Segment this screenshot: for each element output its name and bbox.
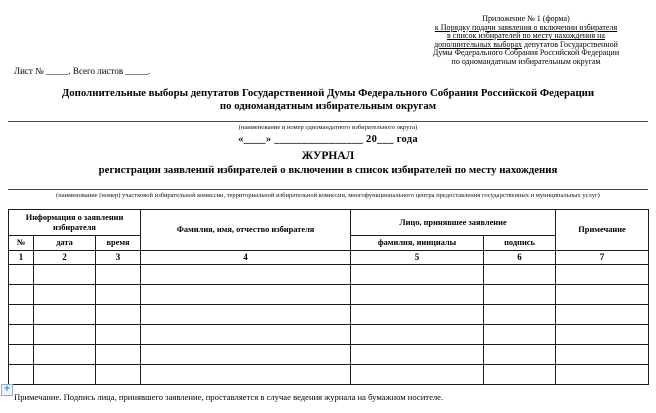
journal-empty-cell[interactable] — [484, 345, 556, 365]
district-name-blank-line[interactable] — [8, 121, 648, 122]
journal-empty-cell[interactable] — [484, 285, 556, 305]
subheader-surname-initials: фамилия, инициалы — [351, 236, 484, 251]
header-voter-full-name: Фамилия, имя, отчество избирателя — [141, 210, 351, 251]
journal-empty-cell[interactable] — [34, 265, 96, 285]
journal-empty-cell[interactable] — [96, 345, 141, 365]
journal-empty-cell[interactable] — [351, 365, 484, 385]
column-number: 1 — [9, 251, 34, 265]
table-group-header-row — [9, 210, 649, 236]
journal-empty-cell[interactable] — [9, 365, 34, 385]
journal-empty-cell[interactable] — [9, 305, 34, 325]
header-application-info: Информация о заявлении избирателя — [9, 210, 141, 236]
journal-empty-cell[interactable] — [556, 345, 649, 365]
appendix-line: Думы Федерального Собрания Российской Федерации — [432, 48, 620, 58]
journal-empty-cell[interactable] — [96, 265, 141, 285]
journal-empty-cell[interactable] — [141, 345, 351, 365]
journal-empty-cell[interactable] — [96, 285, 141, 305]
journal-empty-cell[interactable] — [484, 325, 556, 345]
appendix-line: Приложение № 1 (форма) — [482, 14, 570, 23]
appendix-line: к Порядку подачи заявления о включении избирателя — [434, 22, 618, 32]
journal-empty-cell[interactable] — [34, 305, 96, 325]
subheader-signature: подпись — [484, 236, 556, 251]
journal-empty-row — [9, 325, 649, 345]
journal-empty-cell[interactable] — [556, 265, 649, 285]
journal-empty-cell[interactable] — [141, 265, 351, 285]
journal-subtitle: регистрации заявлений избирателей о включении в список избирателей по месту нахождения — [98, 164, 558, 176]
journal-empty-cell[interactable] — [556, 305, 649, 325]
journal-empty-cell[interactable] — [141, 285, 351, 305]
journal-empty-cell[interactable] — [9, 285, 34, 305]
journal-empty-cell[interactable] — [9, 325, 34, 345]
journal-empty-cell[interactable] — [96, 305, 141, 325]
journal-empty-cell[interactable] — [96, 365, 141, 385]
document-title-line2: по одномандатным избирательным округам — [219, 99, 437, 112]
journal-empty-row — [9, 305, 649, 325]
journal-title: ЖУРНАЛ — [301, 150, 355, 162]
footnote-text: Примечание. Подпись лица, принявшего заявление, проставляется в случае ведения журнала на бумажном носителе. — [14, 392, 444, 402]
subheader-date: дата — [34, 236, 96, 251]
journal-empty-cell[interactable] — [34, 345, 96, 365]
journal-empty-cell[interactable] — [556, 365, 649, 385]
journal-empty-row — [9, 365, 649, 385]
sheet-number-line: Лист № _____. Всего листов _____. — [14, 66, 151, 76]
column-number: 6 — [484, 251, 556, 265]
journal-empty-cell[interactable] — [351, 285, 484, 305]
appendix-line: дополнительных выборах депутатов Государственной — [434, 39, 618, 49]
journal-empty-cell[interactable] — [34, 285, 96, 305]
journal-empty-cell[interactable] — [351, 345, 484, 365]
document-title-line1: Дополнительные выборы депутатов Государственной Думы Федерального Собрания Российской Федерации — [61, 87, 595, 99]
journal-empty-cell[interactable] — [351, 265, 484, 285]
district-caption: (наименование и номер одномандатного избирательного округа) — [238, 124, 418, 131]
header-person-accepted: Лицо, принявшее заявление — [351, 210, 556, 236]
journal-empty-cell[interactable] — [141, 325, 351, 345]
table-column-numbers-row — [9, 251, 649, 265]
column-number: 4 — [141, 251, 351, 265]
commission-caption: (наименование (номер) участковой избирательной комиссии, территориальной избирательной комиссии, многофункционального центра предоставления государственных и муниципальных услуг) — [56, 192, 600, 199]
journal-empty-cell[interactable] — [351, 305, 484, 325]
commission-name-blank-line[interactable] — [8, 189, 648, 190]
appendix-line: по одномандатным избирательным округам — [451, 56, 601, 66]
journal-empty-cell[interactable] — [141, 305, 351, 325]
journal-empty-row — [9, 285, 649, 305]
journal-empty-cell[interactable] — [351, 325, 484, 345]
column-number: 3 — [96, 251, 141, 265]
journal-empty-cell[interactable] — [34, 365, 96, 385]
date-blank-line[interactable]: «____» ________________ 20___ года — [238, 134, 418, 145]
journal-empty-cell[interactable] — [96, 325, 141, 345]
journal-empty-row — [9, 265, 649, 285]
table-move-handle-icon[interactable]: + — [1, 384, 13, 396]
journal-empty-cell[interactable] — [484, 365, 556, 385]
journal-empty-cell[interactable] — [556, 285, 649, 305]
journal-empty-cell[interactable] — [556, 325, 649, 345]
journal-empty-cell[interactable] — [484, 305, 556, 325]
journal-empty-cell[interactable] — [141, 365, 351, 385]
subheader-number: № — [9, 236, 34, 251]
appendix-reference-block — [404, 15, 648, 67]
header-note: Примечание — [556, 210, 649, 251]
appendix-line: в список избирателей по месту нахождения на — [447, 31, 605, 41]
registration-journal-table — [8, 209, 649, 385]
column-number: 7 — [556, 251, 649, 265]
journal-empty-cell[interactable] — [484, 265, 556, 285]
journal-empty-cell[interactable] — [9, 345, 34, 365]
journal-empty-cell[interactable] — [9, 265, 34, 285]
subheader-time: время — [96, 236, 141, 251]
journal-empty-row — [9, 345, 649, 365]
journal-empty-cell[interactable] — [34, 325, 96, 345]
column-number: 5 — [351, 251, 484, 265]
column-number: 2 — [34, 251, 96, 265]
document-title — [10, 87, 646, 112]
